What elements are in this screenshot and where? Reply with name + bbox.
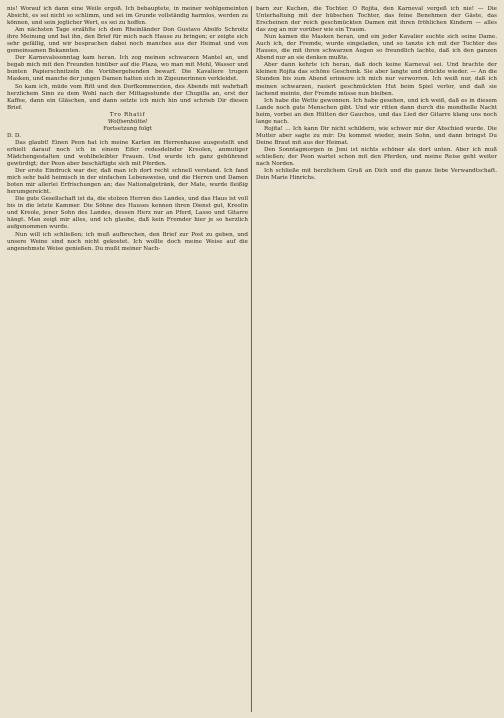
column-divider: [251, 6, 252, 712]
signature-block: [7, 112, 248, 133]
paragraph: barn zur Kuchen, die Tochter. O Rojita, den Karneval vergeß ich nie! — Die Unterhaltung mit der hübschen Tochter, das feine Benehmen der Gäste, das Erscheinen der reich geschmückten Damen mit ihren fröhlichen Kindern — alles das zog an mir vorüber wie ein Traum.: [256, 6, 497, 34]
paragraph: nis! Worauf ich dann eine Weile ergoß. Ich behauptete, in meiner wohlgemeinten Absicht, es sei nicht so schlimm, und sei im Grunde vollständig harmlos, werden zu können, und sein jeglicher Wert, es sei zu hoffen.: [7, 6, 248, 27]
dateline: D. D.: [7, 132, 21, 139]
paragraph: Das glaubt! Einen Peon hat ich meine Karten im Herrenhause ausgestellt und erhielt darauf noch ich in einem Eifer redesdelnder Kreolen, anmutiger Mädchengestalten und wohlbeleibter Frauen. Und wurde ich ganz gebührend gewürdigt; der Peon aber beschäftigte sich mit Pferden.: [7, 139, 248, 168]
paragraph: So kam ich, müde vom Ritt und den Dorfkommerzien, des Abends mit wahrhaft herzlichem Sinn zu dem Wohl nach der Mittagsstunde der Chupilla an, erst der Kaffee, dann ein Gläschen, und dann setzte ich mich hin und schrieb Dir diesen Brief.: [7, 83, 248, 111]
paragraph: Die gute Gesellschaft ist da, die stolzen Herren des Landes, und das Haus ist voll bis in die letzte Kammer. Die Söhne des Hauses kennen ihren Dienst gut, Kreolin und Kreole, jener Sohn des Landes, dessen Herz nur an Pferd, Lasso und Gitarre hängt. Man zeigt mir alles, und ich glaube, daß kein Fremder hier je so herzlich aufgenommen wurde.: [7, 196, 248, 231]
left-column: [7, 6, 248, 714]
paragraph: Nun will ich schließen; ich muß aufbrechen, den Brief zur Post zu geben, und unsere Weine sind noch nicht gekostet. Ich wollte doch meine Weise auf die angenehmste Weise genießen. Du mußt meiner Nach-: [7, 231, 248, 252]
paragraph: Den Sonntagmorgen in Juni ist nichts schöner als dort unten. Aber ich muß schließen; der Peon wartet schon mit den Pferden, und meine Reise geht weiter nach Norden.: [256, 146, 497, 168]
paragraph: Nun kamen die Masken heran, und ein jeder Kavalier suchte sich seine Dame. Auch ich, der Fremde, wurde eingeladen, und so tanzte ich mit der Tochter des Hauses, die mit ihren schwarzen Augen so freundlich lachte, daß ich den ganzen Abend nur an sie denken mußte.: [256, 34, 497, 62]
paragraph: Der Karnevalssonntag kam heran. Ich zog meinen schwarzen Mantel an, und begab mich mit den Freunden hinüber auf die Plaza, wo man mit Mehl, Wasser und bunten Papierschnitzeln die Vorübergehenden bewarf. Die Kavaliere trugen Masken, und manche der jungen Damen hatten sich in Zigeunerinnen verkleidet.: [7, 55, 248, 83]
paragraph: Ich habe die Wette gewonnen. Ich habe gesehen, und ich weiß, daß es in diesem Lande noch gute Menschen gibt. Und wir ritten dann durch die mondhelle Nacht heim, vorbei an den Hütten der Gauchos, und das Lied der Gitarre klang uns noch lange nach.: [256, 97, 497, 125]
paragraph: Am nächsten Tage erzählte ich dem Rheinländer Don Gustavo Abolfo Schroitz ihre Meinung und bat ihn, den Brief für mich nach Hause zu bringen; er zeigte sich sehr gefällig, und wir besprachen dabei noch manches aus der Heimat und von gemeinsamen Bekannten.: [7, 27, 248, 55]
author-place: Wolfsenbüttel: [107, 118, 148, 125]
paragraph: Aber dann kehrte ich heran, daß doch keine Karneval sei. Und brachte der kleinen Rojita das schöne Geschenk. Sie aber langte und drückte wieder. — An die Stunden bis zum Abend erinnere ich mich nur verworren. Ich weiß nur, daß ich meinen schwarzen, rasiert geschmückten Hut beim Spiel verlor, und daß sie lachend meinte, der Fremde müsse nun bleiben.: [256, 62, 497, 97]
author-name: Tro Rhatif: [109, 111, 146, 118]
closing-line: Ich schließe mit herzlichem Gruß an Dich und die ganze liebe Verwandtschaft. Dein Marie Hinrichs.: [256, 168, 497, 182]
continuation-note: Fortsetzung folgt: [103, 125, 152, 132]
right-column: [256, 6, 497, 714]
paragraph: Rojita! ... Ich kann Dir nicht schildern, wie schwer mir der Abschied wurde. Die Mutter aber sagte zu mir: Du kommst wieder, mein Sohn, und dann bringst Du Deine Braut mit aus der Heimat.: [256, 125, 497, 146]
paragraph: Der erste Eindruck war der, daß man ich dort recht schnell verstand. Ich fand mich sehr bald heimisch in der einfachen Lebensweise, und die Herren und Damen boten mir allerlei Erfrischungen an; das Nationalgetränk, der Mate, wurde fleißig herumgereicht.: [7, 168, 248, 196]
